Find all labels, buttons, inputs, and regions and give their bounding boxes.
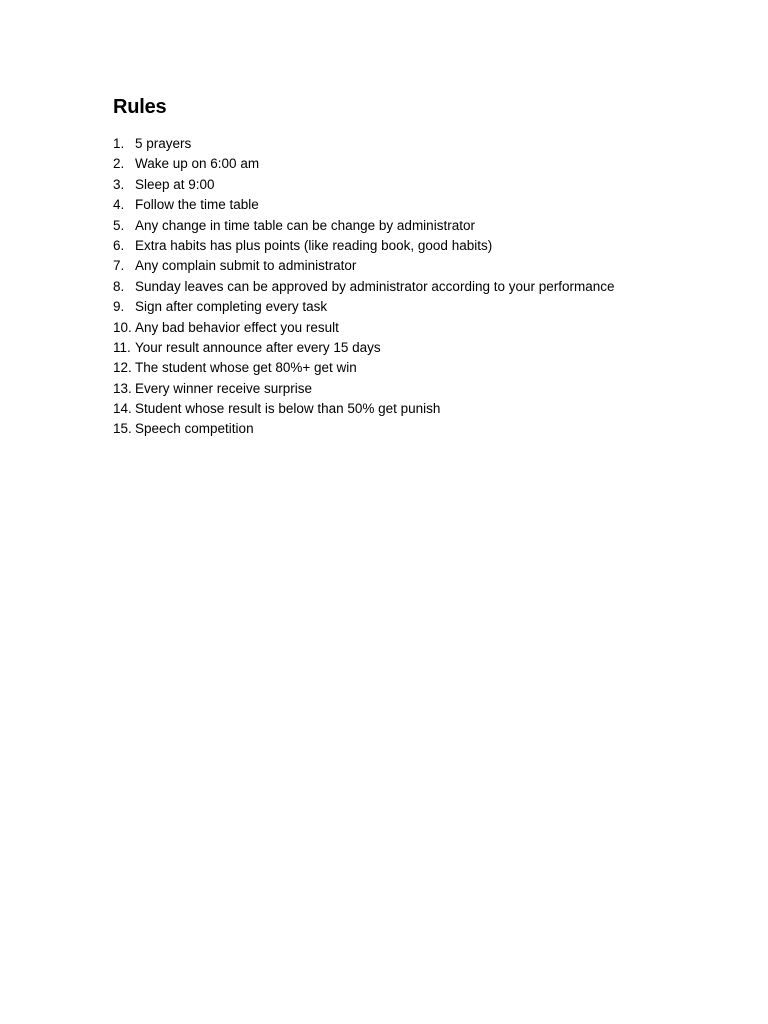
rule-item <box>113 216 713 236</box>
rule-item <box>113 358 713 378</box>
rule-number: 7. <box>113 258 125 274</box>
rule-number: 13. <box>113 380 132 396</box>
rule-number: 8. <box>113 278 125 294</box>
rule-text: Follow the time table <box>135 197 259 213</box>
rule-item <box>113 134 713 154</box>
rule-number: 4. <box>113 197 125 213</box>
rule-text: Any change in time table can be change by administrator <box>135 217 475 233</box>
rule-number: 12. <box>113 360 132 376</box>
document-heading: Rules <box>113 96 167 118</box>
rule-item <box>113 399 713 419</box>
rule-number: 6. <box>113 237 125 253</box>
rule-item <box>113 277 713 297</box>
rule-text: Every winner receive surprise <box>135 380 313 396</box>
rule-text: Sunday leaves can be approved by administrator according to your performance <box>135 278 615 294</box>
rule-number: 9. <box>113 299 125 315</box>
rule-item <box>113 379 713 399</box>
rule-item <box>113 297 713 317</box>
rule-item <box>113 195 713 215</box>
rule-number: 14. <box>113 401 132 417</box>
rule-number: 1. <box>113 136 125 151</box>
rule-item <box>113 256 713 276</box>
rule-text: Student whose result is below than 50% get punish <box>135 401 441 417</box>
rule-number: 3. <box>113 176 125 192</box>
rule-text: Any bad behavior effect you result <box>135 319 339 335</box>
rule-text: Your result announce after every 15 days <box>135 339 381 355</box>
rule-number: 15. <box>113 421 132 437</box>
rule-item <box>113 154 713 174</box>
rule-item <box>113 419 713 439</box>
rule-item <box>113 338 713 358</box>
rule-text: Wake up on 6:00 am <box>135 156 260 172</box>
rule-text: The student whose get 80%+ get win <box>135 360 357 376</box>
rule-item <box>113 175 713 195</box>
rule-item <box>113 318 713 338</box>
rule-item <box>113 236 713 256</box>
rule-text: Any complain submit to administrator <box>135 258 357 274</box>
rule-text: Extra habits has plus points (like reading book, good habits) <box>135 237 493 253</box>
rule-number: 2. <box>113 156 125 172</box>
rule-text: Sign after completing every task <box>135 299 328 315</box>
rules-list <box>113 134 713 440</box>
rule-number: 10. <box>113 319 132 335</box>
rule-text: Speech competition <box>135 421 254 437</box>
rule-text: Sleep at 9:00 <box>135 176 215 192</box>
rule-number: 11. <box>113 339 131 355</box>
rule-number: 5. <box>113 217 125 233</box>
rule-text: 5 prayers <box>135 136 192 151</box>
